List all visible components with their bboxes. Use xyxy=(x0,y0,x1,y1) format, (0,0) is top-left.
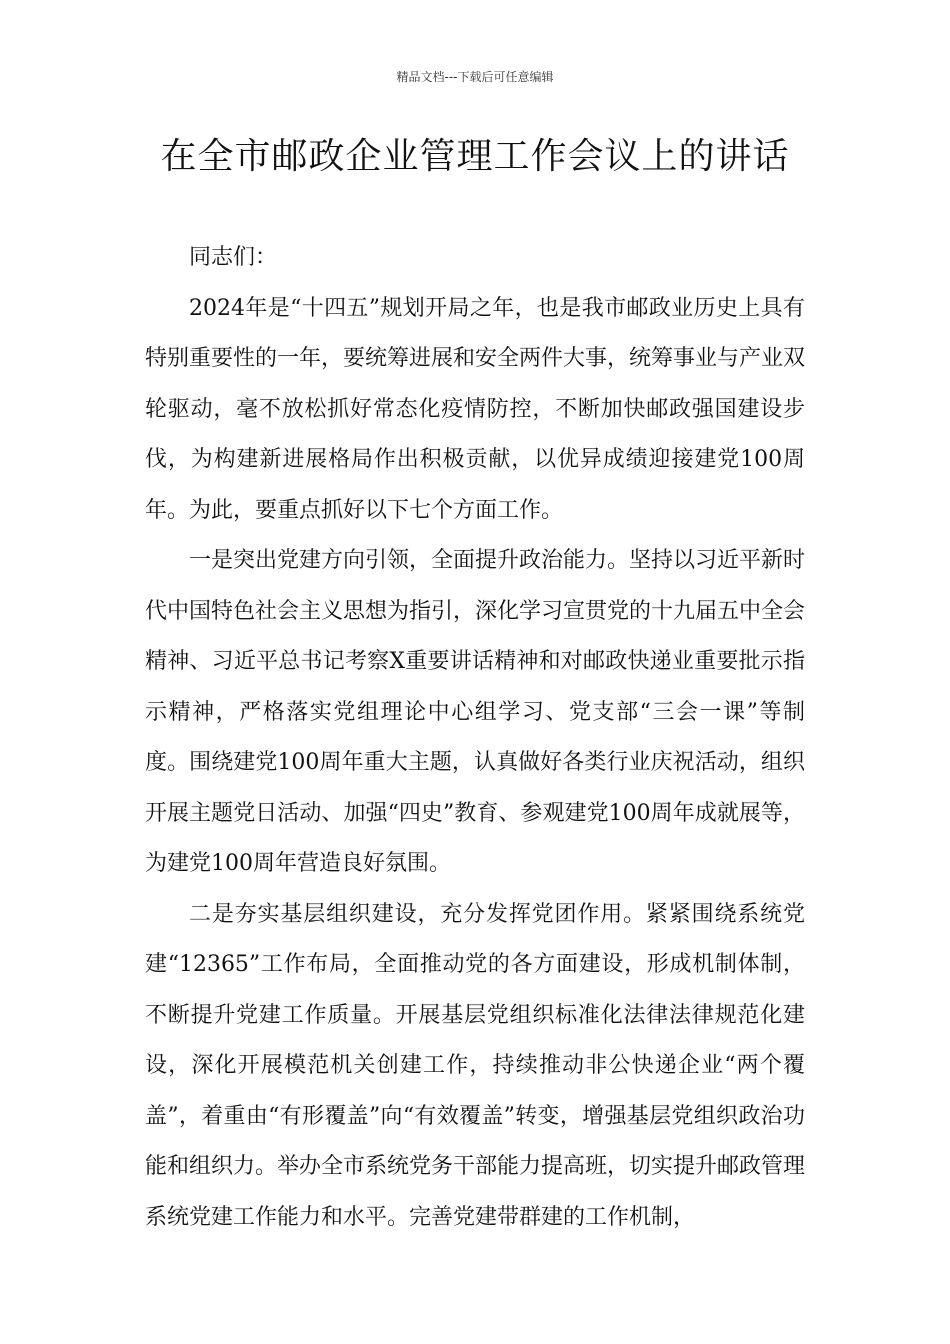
paragraph: 2024年是“十四五”规划开局之年，也是我市邮政业历史上具有特别重要性的一年，要统筹进展和安全两件大事，统筹事业与产业双轮驱动，毫不放松抓好常态化疫情防控，不断加快邮政强国建设步伐，为构建新进展格局作出积极贡献，以优异成绩迎接建党100周年。为此，要重点抓好以下七个方面工作。 xyxy=(145,295,806,523)
document-body xyxy=(145,233,805,1243)
salutation: 同志们： xyxy=(189,245,278,270)
paragraph: 二是夯实基层组织建设，充分发挥党团作用。紧紧围绕系统党建“12365”工作布局，全面推动党的各方面建设，形成机制体制，不断提升党建工作质量。开展基层党组织标准化法律法律规范化建设，深化开展模范机关创建工作，持续推动非公快递企业“两个覆盖”，着重由“有形覆盖”向“有效覆盖”转变，增强基层党组织政治功能和组织力。举办全市系统党务干部能力提高班，切实提升邮政管理系统党建工作能力和水平。完善党建带群建的工作机制， xyxy=(145,901,806,1230)
header-note: 精品文档---下载后可任意编辑 xyxy=(396,70,554,84)
paragraph: 一是突出党建方向引领，全面提升政治能力。坚持以习近平新时代中国特色社会主义思想为指引，深化学习宣贯党的十九届五中全会精神、习近平总书记考察X重要讲话精神和对邮政快递业重要批示指示精神，严格落实党组理论中心组学习、党支部“三会一课”等制度。围绕建党100周年重大主题，认真做好各类行业庆祝活动，组织开展主题党日活动、加强“四史”教育、参观建党100周年成就展等，为建党100周年营造良好氛围。 xyxy=(145,548,806,876)
page-title: 在全市邮政企业管理工作会议上的讲话 xyxy=(160,136,790,177)
